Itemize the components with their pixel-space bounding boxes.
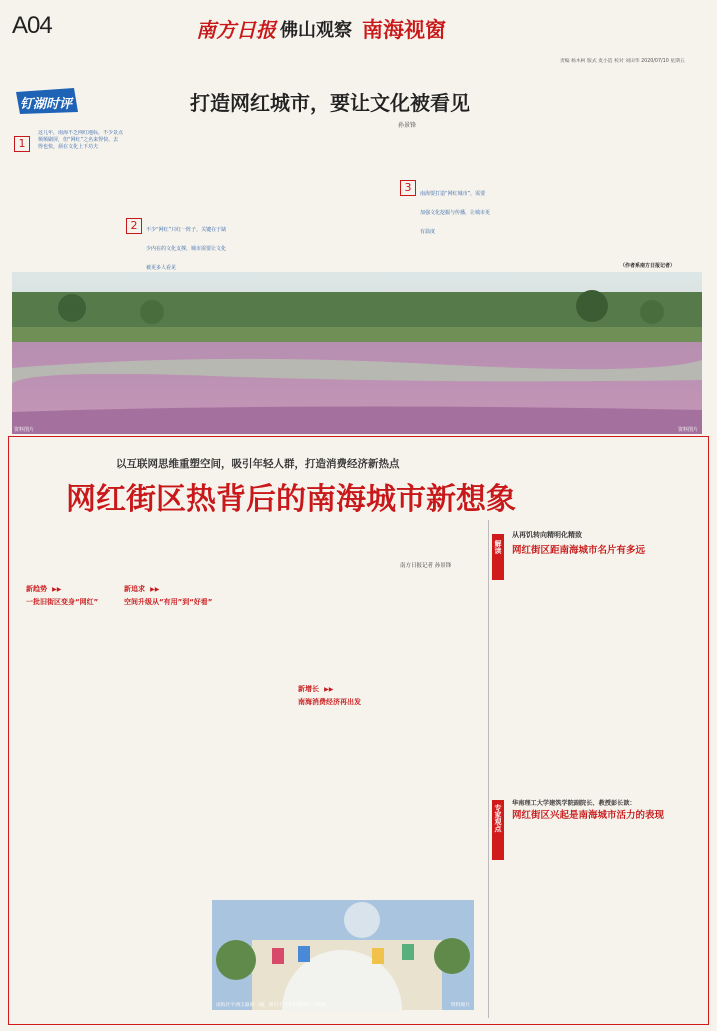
section-title: 南海视窗 bbox=[362, 18, 446, 42]
paper-logo: 南方日报 bbox=[196, 18, 276, 42]
section-title-2: 新追求 bbox=[124, 585, 145, 593]
sidebar-label-2: 专家观点 bbox=[492, 800, 504, 860]
feature-kicker: 以互联网思维重塑空间，吸引年轻人群，打造消费经济新热点 bbox=[116, 458, 400, 470]
photo-caption-right: 资料图片 bbox=[677, 427, 698, 433]
sidebar-divider bbox=[488, 520, 489, 1018]
feature-headline: 网红街区热背后的南海城市新想象 bbox=[66, 482, 516, 517]
edition-title: 佛山观察 bbox=[280, 20, 352, 41]
section-subhead-3: 南海消费经济再出发 bbox=[298, 698, 361, 706]
section-subhead-1: 一批旧街区变身“网红” bbox=[26, 598, 99, 606]
callout-number-1: 1 bbox=[14, 136, 30, 152]
feature-col-4 bbox=[298, 576, 388, 671]
landscape-photo bbox=[12, 272, 702, 434]
section-arrow-icon: ▶▶ bbox=[150, 586, 160, 593]
feature-photo-credit: 资料图片 bbox=[450, 1003, 470, 1008]
callout-3: 南海要打造“网红城市”，需要加强文化挖掘与传播，让城市更有温度 bbox=[420, 191, 491, 235]
sidebar-subtitle-2: 网红街区兴起是南海城市活力的表现 bbox=[512, 810, 665, 821]
section-subhead-2: 空间升级从“有用”到“好看” bbox=[124, 598, 213, 606]
sidebar-label-1: 解读 bbox=[492, 534, 504, 580]
feature-col-2 bbox=[124, 596, 208, 896]
feature-col-1 bbox=[26, 596, 116, 1014]
sidebar-body-2 bbox=[512, 840, 702, 1016]
feature-photo-caption: 南海区平洲玉器街一隅，吸引不少年轻游客打卡拍照。 bbox=[216, 1003, 332, 1008]
park-scene-image bbox=[12, 272, 702, 434]
street-building-image bbox=[212, 900, 474, 1010]
section-arrow-icon: ▶▶ bbox=[52, 586, 62, 593]
photo-caption-left: 资料图片 bbox=[14, 427, 35, 433]
callout-2: 不少“网红”只红一阵子，关键在于缺少内在的文化支撑，城市需要让文化被更多人看见 bbox=[146, 227, 227, 271]
commentary-column-logo bbox=[12, 86, 82, 116]
callout-1: 这几年，南海不乏网红地标，不少景点频频刷屏，但“网红”之名来得快、去得也快，须在文化上下功夫 bbox=[38, 130, 123, 151]
masthead bbox=[0, 0, 717, 64]
feature-col-3 bbox=[214, 576, 294, 896]
feature-photo bbox=[212, 900, 474, 1010]
page-number: A04 bbox=[12, 12, 52, 39]
section-arrow-icon: ▶▶ bbox=[324, 686, 334, 693]
callout-number-2: 2 bbox=[126, 218, 142, 234]
staff-line: 责编 杨木柯 版式 麦小造 校对 刘田华 2020/07/10 星期五 bbox=[560, 59, 685, 64]
commentary-col-6 bbox=[590, 130, 690, 250]
sidebar-title-1: 从再饥转向精明化精致 bbox=[512, 531, 582, 539]
sidebar-body-1 bbox=[512, 562, 702, 782]
callout-number-3: 3 bbox=[400, 180, 416, 196]
commentary-headline: 打造网红城市，要让文化被看见 bbox=[190, 91, 470, 115]
sidebar-subtitle-1: 网红街区距南海城市名片有多远 bbox=[512, 545, 646, 556]
commentary-col-3 bbox=[222, 130, 306, 270]
section-title-1: 新趋势 bbox=[26, 585, 47, 593]
commentary-col-1 bbox=[38, 130, 123, 270]
commentary-author: 孙景锋 bbox=[398, 122, 417, 129]
commentary-col-5 bbox=[496, 130, 580, 270]
section-title-3: 新增长 bbox=[298, 685, 319, 693]
commentary-col-4 bbox=[312, 130, 396, 270]
commentary-signoff: （作者系南方日报记者） bbox=[620, 263, 676, 269]
sidebar-title-2: 华南理工大学建筑学院副院长、教授彭长歆： bbox=[512, 800, 636, 807]
column-name: 钉湖时评 bbox=[20, 97, 73, 112]
feature-author: 南方日报记者 孙景锋 bbox=[400, 563, 452, 569]
